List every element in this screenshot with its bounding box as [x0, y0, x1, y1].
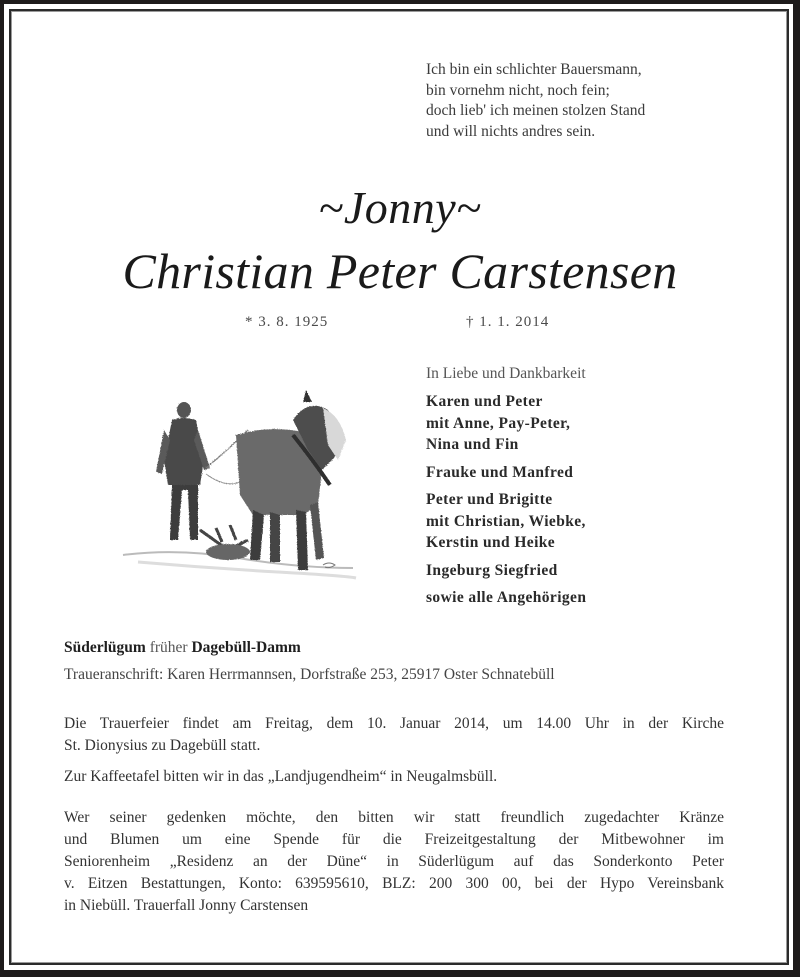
mourners-list: [426, 364, 586, 615]
mourner-line: mit Anne, Pay-Peter,: [426, 414, 571, 432]
location-connector: früher: [149, 639, 188, 656]
donation-line: und Blumen um eine Spende für die Freizeitgestaltung der Mitbewohner im: [64, 831, 724, 848]
donation-paragraph: [64, 807, 724, 917]
service-line: Die Trauerfeier findet am Freitag, dem 10. Januar 2014, um 14.00 Uhr in der Kirche: [64, 715, 724, 732]
poem-line: und will nichts andres sein.: [426, 122, 596, 140]
mourner-line: Frauke und Manfred: [426, 463, 574, 481]
mourner-line: Kerstin und Heike: [426, 534, 556, 551]
poem-line: Ich bin ein schlichter Bauersmann,: [426, 61, 642, 78]
mourner-group: [426, 489, 586, 554]
mourning-address: Traueranschrift: Karen Herrmannsen, Dorfstraße 253, 25917 Oster Schnatebüll: [64, 666, 555, 683]
mourner-line: Nina und Fin: [426, 436, 519, 453]
service-paragraph: [64, 713, 724, 757]
mourner-line: mit Christian, Wiebke,: [426, 512, 586, 530]
death-date: † 1. 1. 2014: [466, 314, 550, 330]
mourner-group: [426, 462, 586, 484]
reception-paragraph: Zur Kaffeetafel bitten wir in das „Landjugendheim“ in Neugalmsbüll.: [64, 768, 498, 785]
mourner-group: [426, 587, 586, 609]
donation-line: v. Eitzen Bestattungen, Konto: 639595610, BLZ: 200 300 00, bei der Hypo Vereinsbank: [64, 875, 724, 892]
birth-date: * 3. 8. 1925: [245, 314, 329, 330]
former-place: Dagebüll-Damm: [191, 639, 301, 656]
donation-line: Seniorenheim „Residenz an der Düne“ in Süderlügum auf das Sonderkonto Peter: [64, 853, 724, 870]
mourner-group: [426, 560, 586, 582]
deceased-full-name: Christian Peter Carstensen: [122, 243, 678, 299]
service-line: St. Dionysius zu Dagebüll statt.: [64, 737, 261, 754]
mourner-line: Ingeburg Siegfried: [426, 561, 558, 579]
current-place: Süderlügum: [64, 639, 146, 656]
location-line: [64, 637, 724, 659]
mourner-line: Peter und Brigitte: [426, 491, 553, 508]
poem-line: doch lieb' ich meinen stolzen Stand: [426, 102, 646, 119]
donation-line: Wer seiner gedenken möchte, den bitten wir statt freundlich zugedachter Kränze: [64, 809, 724, 826]
farmer-horse-plough-illustration: [118, 390, 363, 590]
mourners-intro: In Liebe und Dankbarkeit: [426, 365, 586, 382]
mourner-line: sowie alle Angehörigen: [426, 589, 587, 606]
poem: [426, 60, 645, 142]
mourner-group: [426, 391, 586, 456]
mourner-line: Karen und Peter: [426, 393, 543, 410]
donation-line: in Niebüll. Trauerfall Jonny Carstensen: [64, 897, 309, 914]
poem-line: bin vornehm nicht, noch fein;: [426, 81, 610, 99]
deceased-nickname: ~Jonny~: [318, 182, 482, 233]
